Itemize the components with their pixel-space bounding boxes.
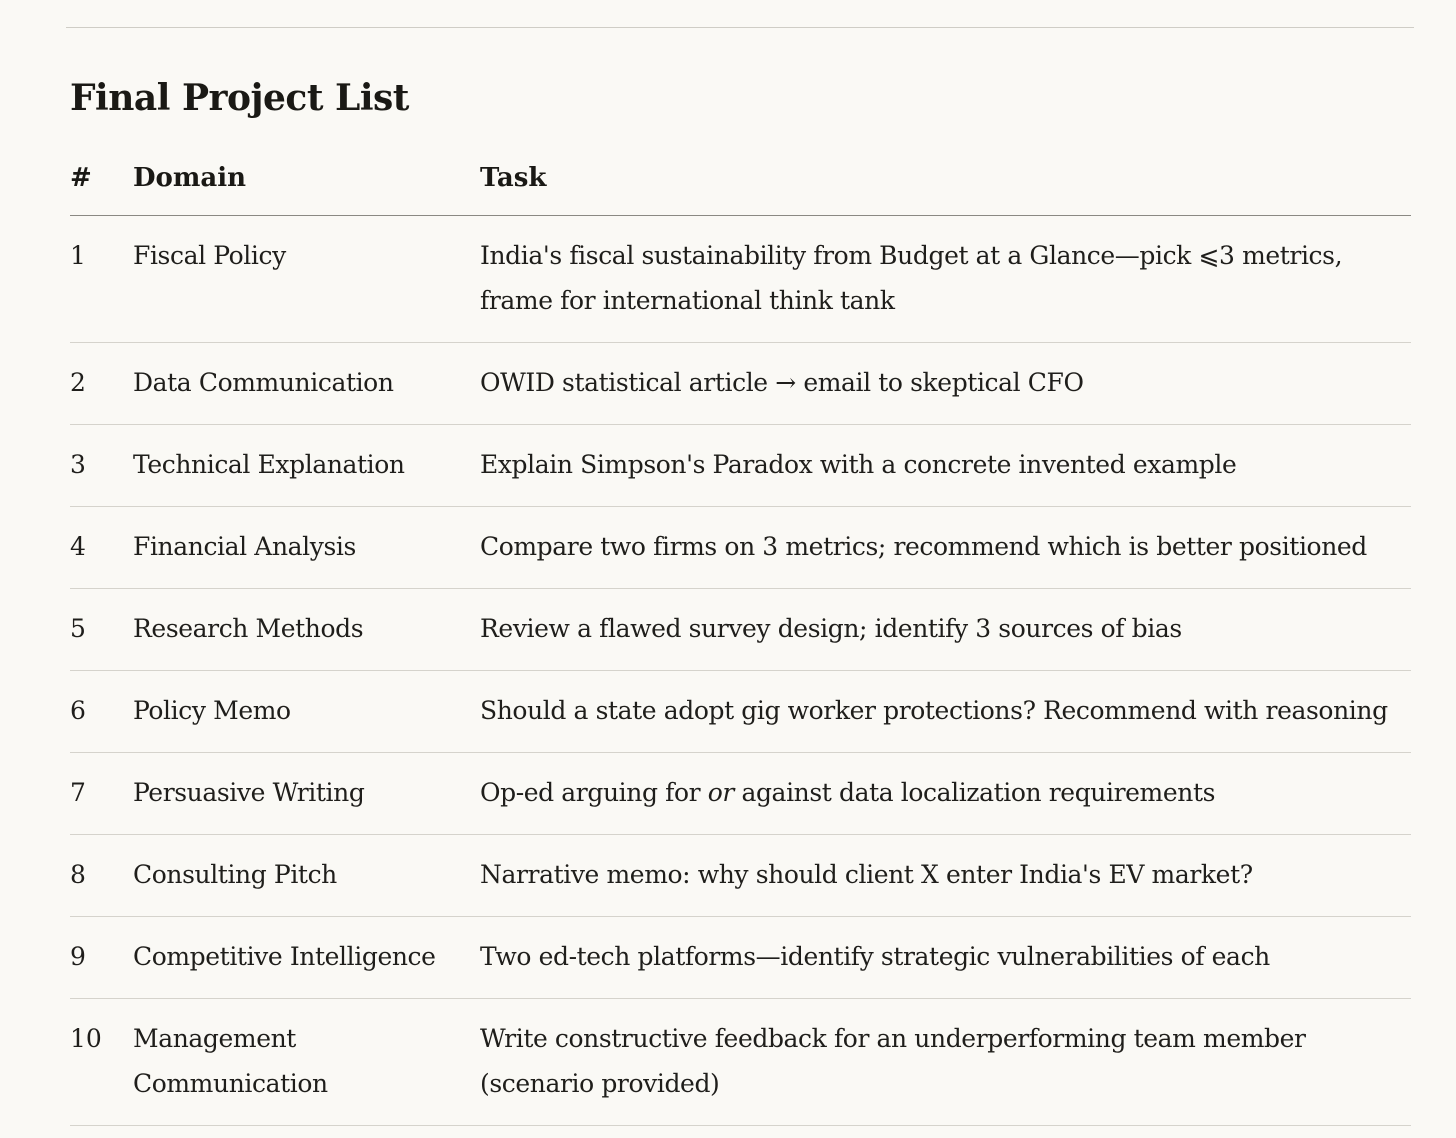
page-title: Final Project List — [70, 77, 409, 119]
table-row — [70, 916, 1411, 998]
row-task: Write constructive feedback for an underperforming team member (scenario provided) — [480, 998, 1411, 1125]
row-task: Explain Simpson's Paradox with a concrete invented example — [480, 424, 1411, 506]
table-row — [70, 752, 1411, 834]
task-text-emphasis: or — [707, 777, 734, 807]
table-row — [70, 342, 1411, 424]
row-task — [480, 752, 1411, 834]
table-row — [70, 834, 1411, 916]
row-number: 10 — [70, 998, 133, 1125]
row-number: 8 — [70, 834, 133, 916]
row-domain: Fiscal Policy — [133, 215, 480, 342]
row-number: 9 — [70, 916, 133, 998]
row-task: Narrative memo: why should client X enter India's EV market? — [480, 834, 1411, 916]
row-number: 2 — [70, 342, 133, 424]
header-number: # — [70, 138, 133, 215]
row-number: 1 — [70, 215, 133, 342]
table-row — [70, 215, 1411, 342]
table-row — [70, 424, 1411, 506]
row-domain: Data Communication — [133, 342, 480, 424]
task-text-before: Op-ed arguing for — [480, 777, 708, 807]
row-task: India's fiscal sustainability from Budget at a Glance—pick ⩽3 metrics, frame for international think tank — [480, 215, 1411, 342]
row-domain: Consulting Pitch — [133, 834, 480, 916]
header-task: Task — [480, 138, 1411, 215]
row-domain: Financial Analysis — [133, 506, 480, 588]
table-header-row — [70, 138, 1411, 215]
row-domain: Management Communication — [133, 998, 480, 1125]
project-table — [70, 138, 1411, 1126]
row-task: Compare two firms on 3 metrics; recommend which is better positioned — [480, 506, 1411, 588]
row-task: Review a flawed survey design; identify 3 sources of bias — [480, 588, 1411, 670]
row-domain: Research Methods — [133, 588, 480, 670]
table-row — [70, 506, 1411, 588]
row-number: 6 — [70, 670, 133, 752]
table-row — [70, 670, 1411, 752]
row-number: 7 — [70, 752, 133, 834]
row-number: 5 — [70, 588, 133, 670]
row-domain: Technical Explanation — [133, 424, 480, 506]
row-task: Two ed-tech platforms—identify strategic vulnerabilities of each — [480, 916, 1411, 998]
row-task: Should a state adopt gig worker protections? Recommend with reasoning — [480, 670, 1411, 752]
row-domain: Policy Memo — [133, 670, 480, 752]
task-text-after: against data localization requirements — [733, 777, 1216, 807]
row-number: 3 — [70, 424, 133, 506]
row-number: 4 — [70, 506, 133, 588]
row-domain: Competitive Intelligence — [133, 916, 480, 998]
row-task: OWID statistical article → email to skeptical CFO — [480, 342, 1411, 424]
top-divider — [66, 27, 1414, 28]
row-domain: Persuasive Writing — [133, 752, 480, 834]
header-domain: Domain — [133, 138, 480, 215]
table-row — [70, 588, 1411, 670]
table-row — [70, 998, 1411, 1125]
